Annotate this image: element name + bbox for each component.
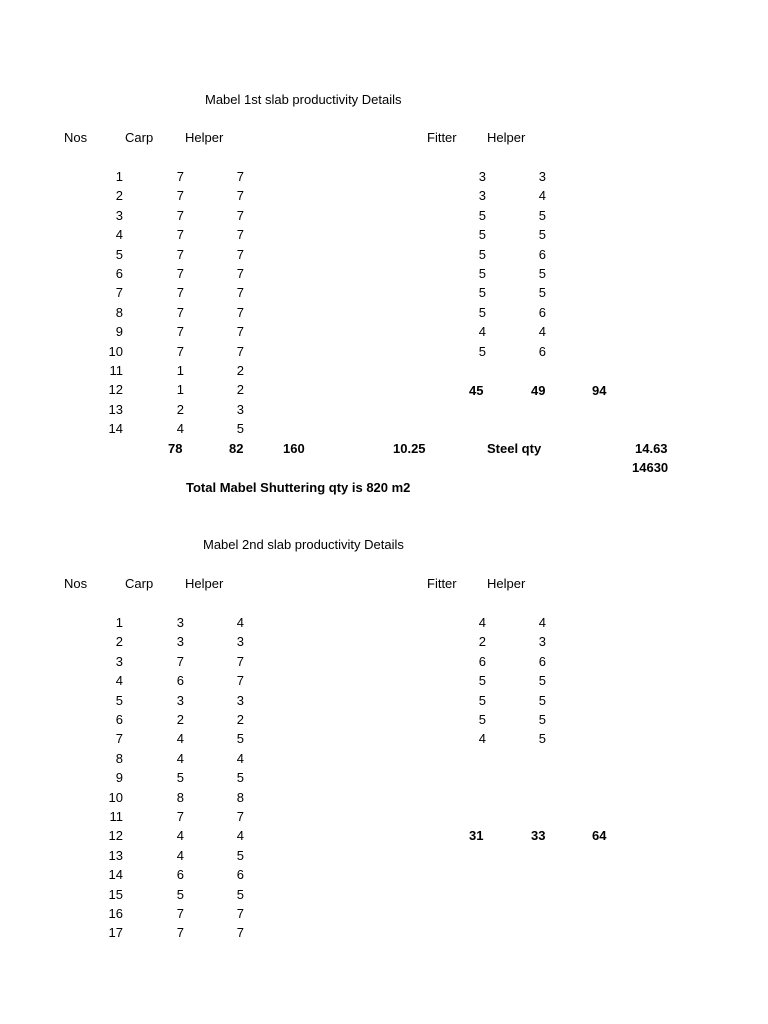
cell-nos: 8 <box>115 750 123 766</box>
cell-nos: 17 <box>108 925 123 941</box>
cell-carp: 6 <box>176 673 184 689</box>
cell-nos: 9 <box>115 324 123 340</box>
slab1-header-nos: Nos <box>64 130 88 145</box>
cell-helper: 3 <box>236 401 244 417</box>
cell-nos: 6 <box>115 712 123 727</box>
cell-fitter: 5 <box>478 343 486 359</box>
slab1-steel-label: Steel qty <box>487 441 542 456</box>
cell-nos: 15 <box>108 886 123 902</box>
cell-fitter-helper: 5 <box>538 207 546 223</box>
cell-helper: 2 <box>236 382 244 398</box>
cell-carp: 4 <box>176 828 184 844</box>
cell-fitter: 5 <box>478 246 486 262</box>
cell-nos: 12 <box>108 828 123 844</box>
cell-fitter-helper: 5 <box>538 285 546 301</box>
cell-helper: 7 <box>236 285 244 301</box>
cell-carp: 3 <box>176 634 184 650</box>
slab2-header-carp: Carp <box>125 576 154 591</box>
cell-helper: 7 <box>236 304 244 320</box>
cell-fitter-helper: 4 <box>538 615 546 630</box>
slab1-header-carp: Carp <box>125 130 154 145</box>
cell-nos: 14 <box>108 867 123 883</box>
cell-fitter: 3 <box>478 188 486 204</box>
cell-carp: 7 <box>176 246 184 262</box>
cell-fitter-helper: 3 <box>538 169 546 184</box>
slab2-title: Mabel 2nd slab productivity Details <box>203 537 404 552</box>
cell-fitter-helper: 6 <box>538 343 546 359</box>
cell-carp: 2 <box>176 401 184 417</box>
cell-nos: 8 <box>115 304 123 320</box>
cell-nos: 9 <box>115 770 123 786</box>
cell-helper: 7 <box>236 227 244 243</box>
cell-helper: 4 <box>236 828 244 844</box>
cell-fitter: 3 <box>478 169 486 184</box>
cell-fitter: 6 <box>478 653 486 669</box>
cell-fitter-helper: 3 <box>538 634 546 650</box>
cell-nos: 2 <box>115 188 123 204</box>
cell-fitter-helper: 5 <box>538 692 546 708</box>
cell-nos: 14 <box>108 421 123 437</box>
cell-carp: 7 <box>176 809 184 824</box>
cell-carp: 7 <box>176 207 184 223</box>
cell-fitter: 5 <box>478 304 486 320</box>
cell-fitter: 5 <box>478 266 486 281</box>
cell-fitter-helper: 5 <box>538 673 546 689</box>
cell-nos: 2 <box>115 634 123 650</box>
slab2-header-helper: Helper <box>185 576 224 591</box>
slab1-header-fitter-helper: Helper <box>487 130 526 145</box>
cell-carp: 4 <box>176 731 184 747</box>
cell-fitter-helper: 5 <box>538 227 546 243</box>
cell-fitter: 5 <box>478 227 486 243</box>
cell-helper: 5 <box>236 847 244 863</box>
cell-nos: 6 <box>115 266 123 281</box>
cell-helper: 5 <box>236 731 244 747</box>
cell-nos: 10 <box>108 343 123 359</box>
cell-nos: 3 <box>115 207 123 223</box>
cell-fitter: 5 <box>478 712 486 727</box>
cell-nos: 4 <box>115 673 123 689</box>
slab1-sum-total: 160 <box>283 441 305 456</box>
cell-carp: 7 <box>176 188 184 204</box>
slab2-header-nos: Nos <box>64 576 88 591</box>
cell-fitter: 4 <box>478 731 486 747</box>
cell-fitter: 5 <box>478 673 486 689</box>
slab1-helper-total: 82 <box>229 441 244 456</box>
cell-nos: 5 <box>115 692 123 708</box>
cell-carp: 7 <box>176 304 184 320</box>
slab1-title: Mabel 1st slab productivity Details <box>205 92 402 107</box>
cell-nos: 16 <box>108 906 123 921</box>
cell-nos: 12 <box>108 382 123 398</box>
slab2-fitter-total: 31 <box>469 828 484 843</box>
slab1-fitter-grand-total: 94 <box>592 383 607 398</box>
cell-helper: 7 <box>236 343 244 359</box>
cell-nos: 11 <box>109 809 123 824</box>
cell-carp: 1 <box>176 363 184 378</box>
cell-helper: 7 <box>236 925 244 941</box>
cell-nos: 13 <box>108 401 123 417</box>
cell-nos: 11 <box>109 363 123 378</box>
cell-carp: 7 <box>176 227 184 243</box>
cell-carp: 7 <box>176 653 184 669</box>
cell-carp: 7 <box>176 285 184 301</box>
cell-carp: 7 <box>176 266 184 281</box>
cell-helper: 7 <box>236 906 244 921</box>
slab2-fitter-grand-total: 64 <box>592 828 607 843</box>
cell-carp: 4 <box>176 847 184 863</box>
cell-fitter-helper: 6 <box>538 246 546 262</box>
cell-helper: 3 <box>236 634 244 650</box>
cell-carp: 8 <box>176 789 184 805</box>
cell-helper: 5 <box>236 886 244 902</box>
cell-fitter: 5 <box>478 207 486 223</box>
cell-carp: 1 <box>176 382 184 398</box>
cell-helper: 4 <box>236 615 244 630</box>
cell-carp: 2 <box>176 712 184 727</box>
cell-carp: 7 <box>176 169 184 184</box>
cell-carp: 3 <box>176 692 184 708</box>
slab1-ratio: 10.25 <box>393 441 426 456</box>
cell-fitter-helper: 4 <box>538 324 546 340</box>
cell-helper: 7 <box>236 246 244 262</box>
cell-helper: 7 <box>236 673 244 689</box>
cell-helper: 5 <box>236 421 244 437</box>
cell-nos: 3 <box>115 653 123 669</box>
cell-carp: 6 <box>176 867 184 883</box>
cell-fitter-helper: 4 <box>538 188 546 204</box>
cell-helper: 7 <box>236 169 244 184</box>
slab2-fitter-helper-total: 33 <box>531 828 546 843</box>
cell-nos: 1 <box>115 169 123 184</box>
cell-fitter: 2 <box>478 634 486 650</box>
slab2-header-fitter-helper: Helper <box>487 576 526 591</box>
cell-carp: 4 <box>176 750 184 766</box>
cell-nos: 7 <box>115 285 123 301</box>
cell-nos: 13 <box>108 847 123 863</box>
cell-fitter: 4 <box>478 615 486 630</box>
cell-carp: 7 <box>176 925 184 941</box>
cell-fitter-helper: 6 <box>538 304 546 320</box>
cell-nos: 10 <box>108 789 123 805</box>
cell-fitter: 5 <box>478 692 486 708</box>
cell-nos: 7 <box>115 731 123 747</box>
cell-carp: 7 <box>176 324 184 340</box>
cell-fitter: 4 <box>478 324 486 340</box>
cell-fitter-helper: 5 <box>538 731 546 747</box>
slab1-steel-value: 14.63 <box>635 441 668 456</box>
slab1-fitter-helper-total: 49 <box>531 383 546 398</box>
slab2-header-fitter: Fitter <box>427 576 457 591</box>
cell-carp: 7 <box>176 906 184 921</box>
cell-helper: 7 <box>236 188 244 204</box>
cell-helper: 7 <box>236 207 244 223</box>
cell-helper: 4 <box>236 750 244 766</box>
slab1-header-helper: Helper <box>185 130 224 145</box>
cell-helper: 6 <box>236 867 244 883</box>
cell-helper: 5 <box>236 770 244 786</box>
slab1-header-fitter: Fitter <box>427 130 457 145</box>
cell-carp: 7 <box>176 343 184 359</box>
cell-nos: 1 <box>115 615 123 630</box>
cell-fitter-helper: 5 <box>538 266 546 281</box>
cell-helper: 2 <box>236 363 244 378</box>
cell-fitter-helper: 5 <box>538 712 546 727</box>
cell-carp: 4 <box>176 421 184 437</box>
cell-carp: 3 <box>176 615 184 630</box>
cell-helper: 7 <box>236 653 244 669</box>
cell-nos: 5 <box>115 246 123 262</box>
cell-nos: 4 <box>115 227 123 243</box>
cell-fitter-helper: 6 <box>538 653 546 669</box>
cell-fitter: 5 <box>478 285 486 301</box>
slab1-shuttering-note: Total Mabel Shuttering qty is 820 m2 <box>186 480 411 495</box>
cell-helper: 3 <box>236 692 244 708</box>
slab1-fitter-total: 45 <box>469 383 484 398</box>
slab1-carp-total: 78 <box>168 441 183 456</box>
cell-carp: 5 <box>176 886 184 902</box>
cell-helper: 2 <box>236 712 244 727</box>
slab1-steel-kg: 14630 <box>632 460 669 475</box>
cell-carp: 5 <box>176 770 184 786</box>
cell-helper: 7 <box>236 266 244 281</box>
cell-helper: 7 <box>236 324 244 340</box>
cell-helper: 8 <box>236 789 244 805</box>
cell-helper: 7 <box>236 809 244 824</box>
